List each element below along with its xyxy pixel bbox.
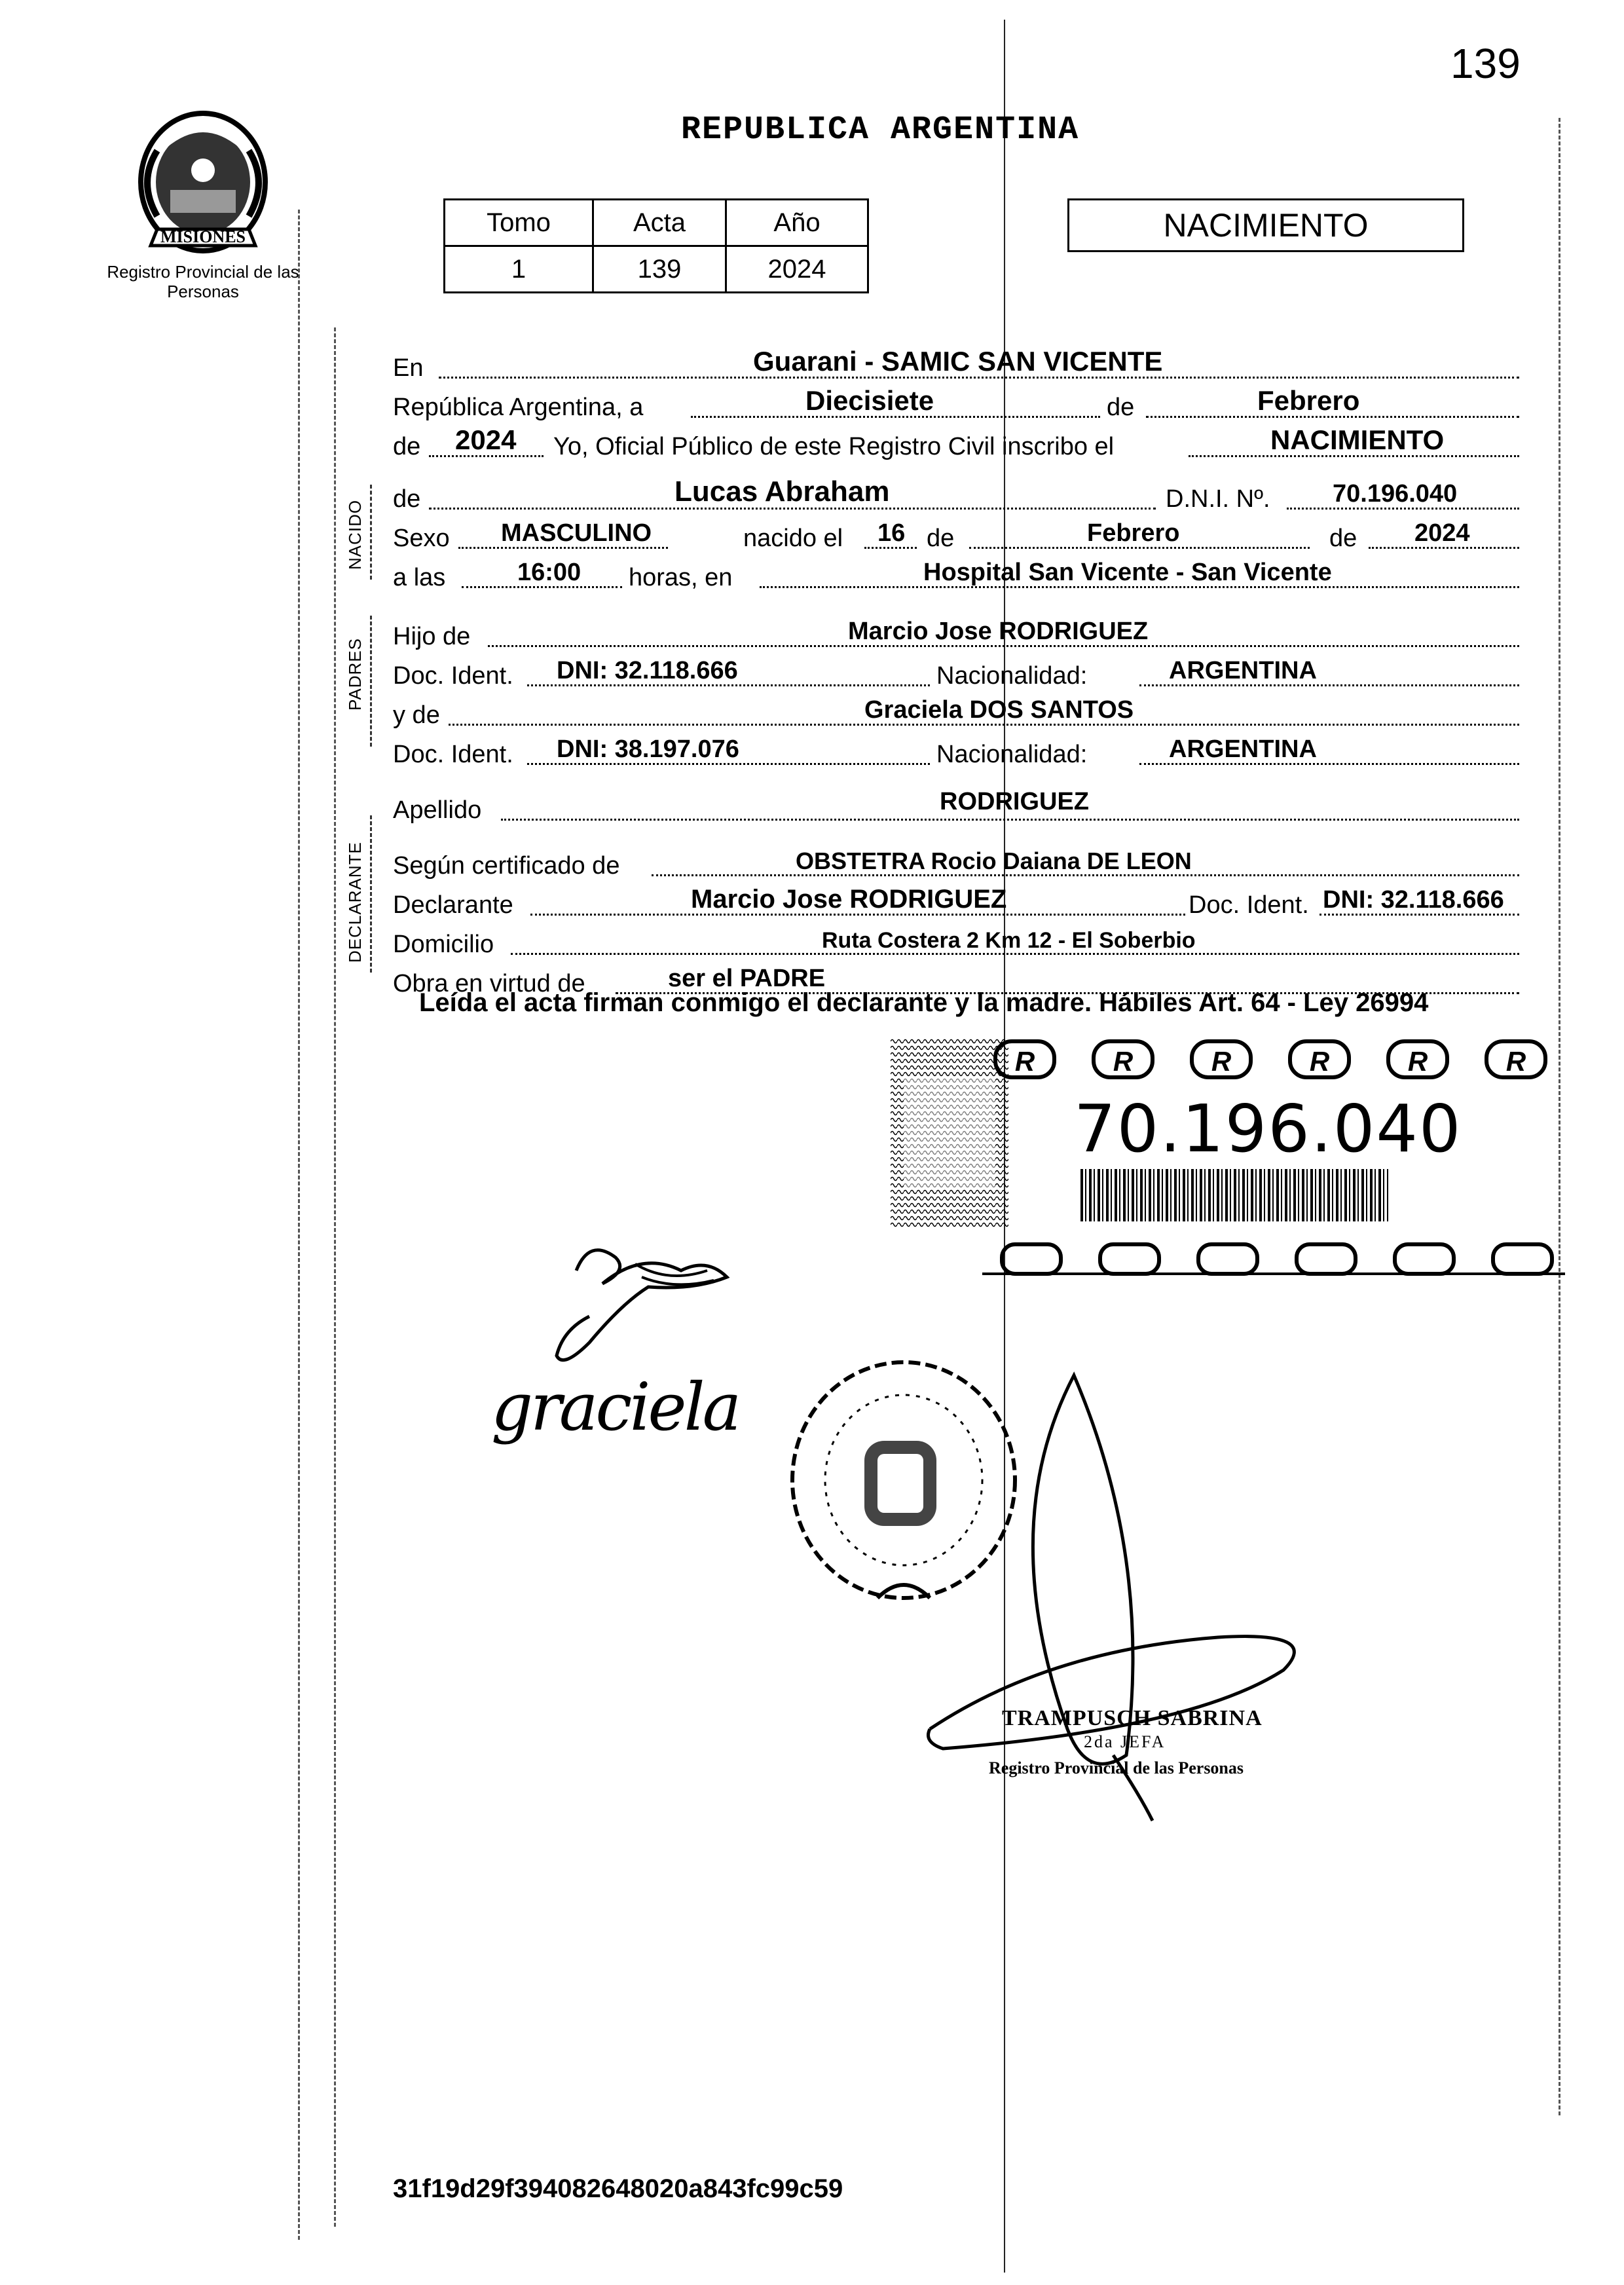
value-acto: NACIMIENTO [1270,424,1445,455]
row-apellido [393,789,1532,827]
label-obra: Obra en virtud de [393,970,585,997]
label-apellido: Apellido [393,796,482,824]
label-yde: y de [393,701,440,729]
document-title: REPUBLICA ARGENTINA [681,111,1080,149]
label-declarante: Declarante [393,891,513,919]
label-nacido: nacido el [743,525,843,552]
official-stamp-name: TRAMPUSCH SABRINA [1002,1706,1263,1730]
label-doc: Doc. Ident. [393,662,513,690]
row-en [393,347,1532,385]
svg-text:MISIONES: MISIONES [160,227,246,246]
misiones-seal-logo [118,105,288,262]
side-label-nacido: NACIDO [345,499,365,570]
registry-label: Registro Provincial de las Personas [107,262,299,301]
left-margin-line [298,210,300,2240]
header-tomo: Tomo [445,200,593,246]
official-stamp-role: 2da JEFA [1084,1732,1166,1751]
label-horas: horas, en [629,564,733,591]
value-obra: ser el PADRE [668,965,826,992]
dni-barcode [1080,1169,1388,1221]
record-type-box: NACIMIENTO [1067,198,1464,252]
value-apellido: RODRIGUEZ [940,788,1089,815]
row-domicilio [393,923,1532,961]
value-madre-doc: DNI: 38.197.076 [557,735,739,763]
value-nac-mes: Febrero [1087,519,1180,547]
declarant-signature [537,1231,747,1375]
header-acta: Acta [593,200,726,246]
side-label-padres: PADRES [345,638,365,711]
row-oficial [393,426,1532,464]
value-madre: Graciela DOS SANTOS [864,696,1134,724]
label-de: de [1107,394,1135,421]
value-tomo: 1 [445,246,593,293]
value-declarante: Marcio Jose RODRIGUEZ [691,885,1007,914]
label-hijo: Hijo de [393,623,471,650]
label-dni: D.N.I. Nº. [1166,485,1270,513]
row-sexo [393,517,1532,555]
value-sexo: MASCULINO [501,519,652,547]
left-margin-line-2 [334,327,336,2227]
label-sexo: Sexo [393,525,450,552]
value-nombre: Lucas Abraham [674,475,890,508]
label-nombre: de [393,485,421,513]
row-declarante [393,884,1532,922]
value-anio: 2024 [455,424,517,455]
dotted-line [501,819,1519,821]
svg-text:R: R [1014,1046,1035,1077]
value-certificado: OBSTETRA Rocio Daiana DE LEON [796,847,1192,874]
label-certificado: Según certificado de [393,852,620,880]
svg-text:R: R [1505,1046,1526,1077]
bracket-declarante [370,815,372,973]
value-mes: Febrero [1257,385,1360,416]
bracket-nacido [370,485,372,580]
value-anio: 2024 [726,246,868,293]
page-number: 139 [1450,40,1521,87]
label-nac-de2: de [1329,525,1357,552]
value-hora: 16:00 [517,559,581,586]
side-label-declarante: DECLARANTE [345,842,365,963]
value-nac-anio: 2024 [1414,519,1470,547]
svg-text:R: R [1407,1046,1428,1077]
label-nacionalidad: Nacionalidad: [936,662,1088,690]
value-madre-nac: ARGENTINA [1169,735,1317,763]
label-nacionalidad-2: Nacionalidad: [936,741,1088,768]
value-dni: 70.196.040 [1333,480,1458,508]
label-decl-doc: Doc. Ident. [1189,891,1309,919]
official-stamp-office: Registro Provincial de las Personas [989,1758,1244,1777]
row-padre [393,616,1532,654]
value-nac-dia: 16 [877,519,906,547]
mother-signature: graciela [491,1369,739,1445]
label-de2: de [393,433,421,460]
row-hora [393,557,1532,595]
label-domicilio: Domicilio [393,931,494,958]
value-decl-doc: DNI: 32.118.666 [1323,886,1504,914]
label-oficial: Yo, Oficial Público de este Registro Civil inscribo el [553,433,1115,460]
value-padre-nac: ARGENTINA [1169,657,1317,684]
value-padre: Marcio Jose RODRIGUEZ [848,618,1149,645]
svg-text:R: R [1113,1046,1134,1077]
bracket-padres [370,616,372,747]
closing-note: Leída el acta firman conmigo el declarante y la madre. Hábiles Art. 64 - Ley 26994 [419,988,1429,1017]
row-certificado [393,845,1532,883]
svg-text:R: R [1309,1046,1330,1077]
value-lugar: Hospital San Vicente - San Vicente [923,559,1332,586]
value-domicilio: Ruta Costera 2 Km 12 - El Soberbio [822,928,1196,953]
row-nombre [393,475,1532,516]
security-band-bottom [982,1241,1565,1280]
value-en: Guarani - SAMIC SAN VICENTE [753,346,1163,377]
record-table [443,198,869,293]
security-band-top [982,1035,1565,1084]
document-hash: 31f19d29f394082648020a843fc99c59 [393,2174,843,2203]
svg-text:R: R [1211,1046,1232,1077]
row-fecha [393,386,1532,424]
row-madre-doc [393,734,1532,771]
header-anio: Año [726,200,868,246]
label-republica: República Argentina, a [393,394,644,421]
value-acta: 139 [593,246,726,293]
label-en: En [393,354,424,382]
label-doc-2: Doc. Ident. [393,741,513,768]
label-alas: a las [393,564,446,591]
value-padre-doc: DNI: 32.118.666 [557,657,738,684]
label-nac-de: de [927,525,955,552]
value-dia: Diecisiete [805,385,934,416]
right-margin-line [1559,118,1560,2115]
row-madre [393,694,1532,732]
dni-label-number: 70.196.040 [1074,1090,1462,1167]
row-padre-doc [393,655,1532,693]
